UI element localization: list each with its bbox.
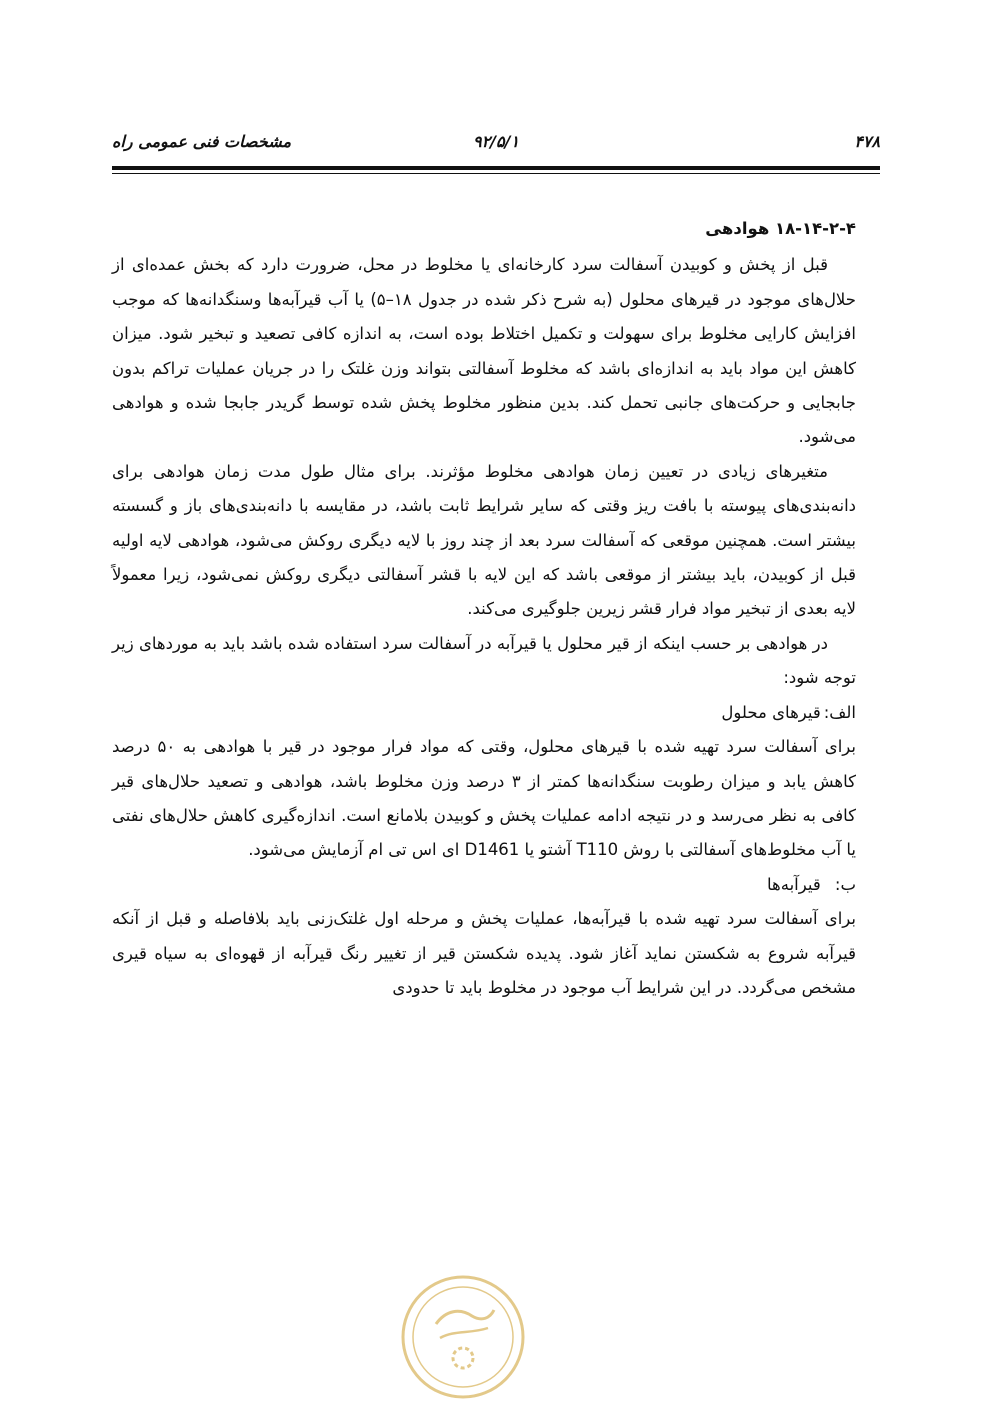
seal-outer-ring [403,1277,523,1397]
list-item-a-label [112,696,856,730]
list-letter-a: الف: [823,702,856,722]
page-number: ۴۷۸ [854,132,880,151]
running-title: مشخصات فنی عمومی راه [112,132,292,151]
seal-script-stroke-2 [440,1328,488,1338]
list-item-b-text: برای آسفالت سرد تهیه شده با قیرآبه‌ها، عملیات پخش و مرحله اول غلتک‌زنی باید بلافاصله و قبل از آنکه قیرآبه شروع به شکستن نماید آغاز شود. پدیده شکستن قیر از تغییر رنگ قیرآبه از قهوه‌ای به سیاه قیری مشخص می‌گردد. در این شرایط آب موجود در مخلوط باید تا حدودی [112,909,856,997]
header-rule-thick [112,166,880,170]
list-letter-b: ب: [834,874,856,894]
section-heading: ۱۸-۱۴-۲-۴ هوادهی [705,219,856,238]
paragraph-3: در هوادهی بر حسب اینکه از قیر محلول یا قیرآبه در آسفالت سرد استفاده شده باشد باید به موردهای زیر توجه شود: [112,633,856,688]
document-code: ۹۲/۵/۱ [472,132,520,151]
seal-gear [453,1348,473,1368]
list-item-b-label [112,868,856,902]
paragraph-2: متغیرهای زیادی در تعیین زمان هوادهی مخلوط مؤثرند. برای مثال طول مدت زمان هوادهی برای دانه‌بندی‌های پیوسته با بافت ریز وقتی که سایر شرایط ثابت باشد، در مقایسه با دانه‌بندی‌های باز و گسسته بیشتر است. همچنین موقعی که آسفالت سرد بعد از چند روز با لایه دیگری روکش می‌شود، هوادهی لایه اولیه قبل از کوبیدن، باید بیشتر از موقعی باشد که این لایه با قشر آسفالتی دیگری روکش نمی‌شود، زیرا معمولاً لایه بعدی از تبخیر مواد فرار قشر زیرین جلوگیری می‌کند. [112,461,856,619]
header-rule-thin [112,173,880,174]
watermark-seal-icon [398,1272,528,1402]
list-item-a-text: برای آسفالت سرد تهیه شده با قیرهای محلول، وقتی که مواد فرار موجود در قیر با هوادهی به ۵۰ درصد کاهش یابد و میزان رطوبت سنگدانه‌ها کمتر از ۳ درصد وزن مخلوط باشد، هوادهی و تصعید حلال‌های قیر کافی به نظر می‌رسد و در نتیجه ادامه عملیات پخش و کوبیدن بلامانع است. اندازه‌گیری کاهش حلال‌های نفتی یا آب مخلوط‌های آسفالتی با روش T110 آشتو یا D1461 ای اس تی ام آزمایش می‌شود. [112,737,856,860]
body-text [112,212,856,1005]
page-header [112,132,880,162]
paragraph-1: قبل از پخش و کوبیدن آسفالت سرد کارخانه‌ای یا مخلوط در محل، ضرورت دارد که بخش عمده‌ای از حلال‌های موجود در قیرهای محلول (به شرح ذکر شده در جدول ۱۸–۵) یا آب قیرآبه‌ها وسنگدانه‌ها که موجب افزایش کارایی مخلوط برای سهولت و تکمیل اختلاط بوده است، به اندازه کافی تصعید و تبخیر شود. میزان کاهش این مواد باید به اندازه‌ای باشد که مخلوط آسفالتی بتواند وزن غلتک را در جریان عملیات تراکم بدون جابجایی و حرکت‌های جانبی تحمل کند. بدین منظور مخلوط پخش شده توسط گریدر جابجا شده و هوادهی می‌شود. [112,255,856,447]
list-title-b: قیرآبه‌ها [767,874,821,894]
seal-script-stroke [436,1310,494,1324]
seal-inner-ring [413,1287,513,1387]
list-title-a: قیرهای محلول [721,702,821,722]
